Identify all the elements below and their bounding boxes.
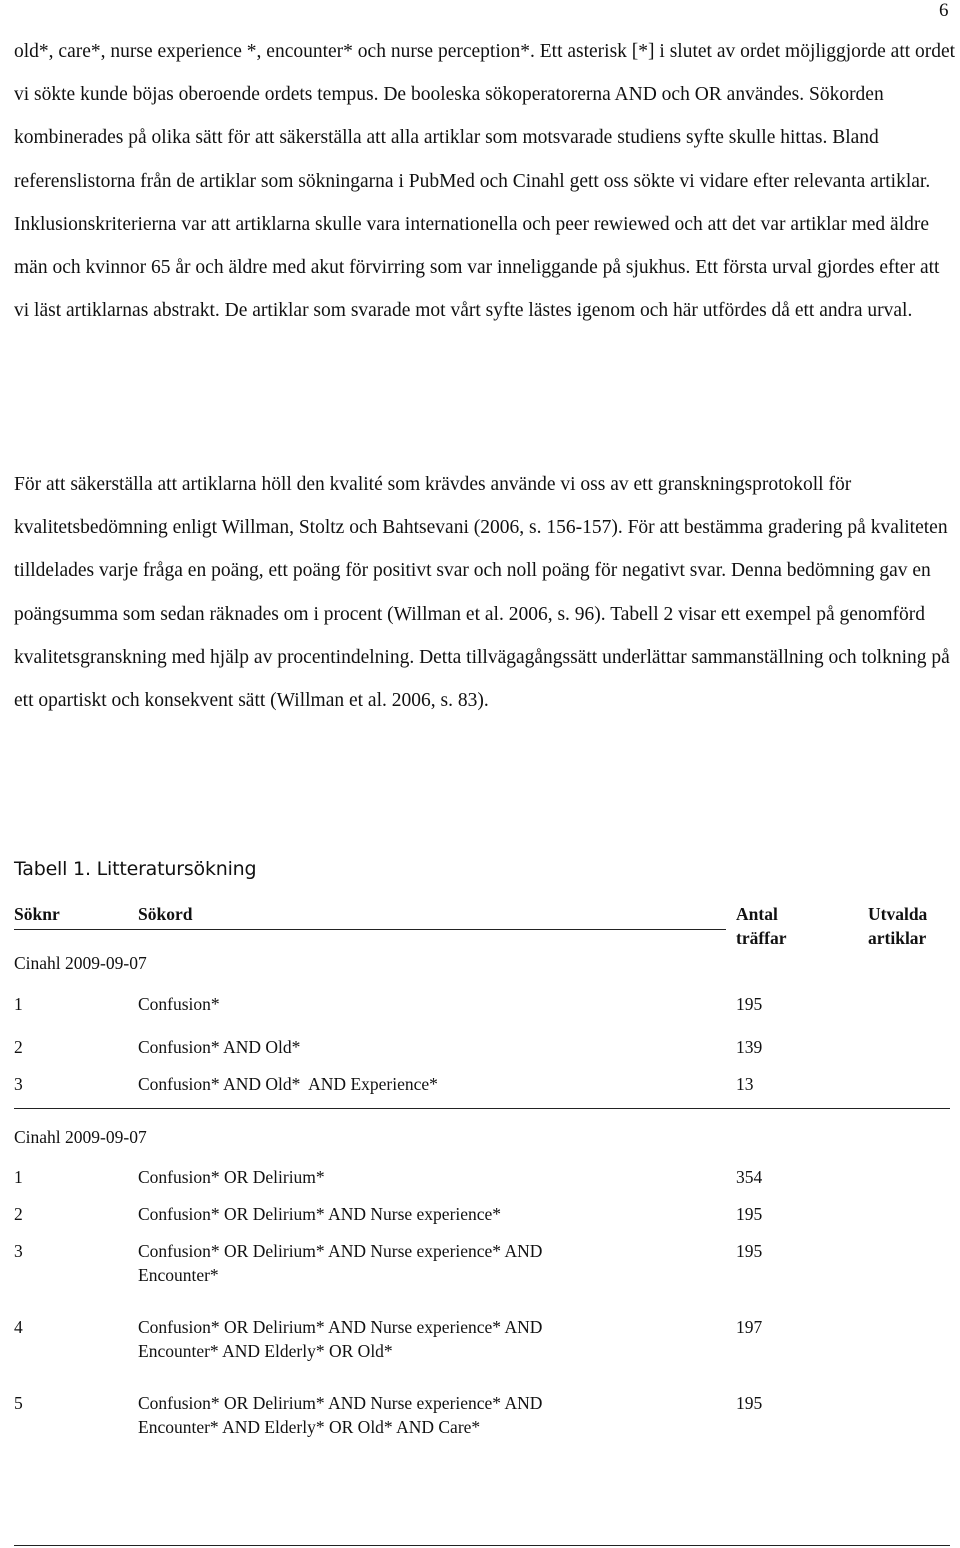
search-terms: Confusion* OR Delirium*: [138, 1167, 325, 1187]
search-terms-continued: Encounter* AND Elderly* OR Old* AND Care*: [138, 1417, 481, 1437]
body-paragraph-search-method: old*, care*, nurse experience *, encounter* och nurse perception*. Ett asterisk [*] i slutet av ordet möjliggjorde att ordet vi sökte kunde böjas oberoende ordets tempus. De booleska sökoperatorerna AND och OR användes. Sökorden kombinerades på olika sätt för att säkerställa att alla artiklar som motsvarade studiens syfte skulle hittas. Bland referenslistorna från de artiklar som sökningarna i PubMed och Cinahl gett oss sökte vi vidare efter relevanta artiklar. Inklusionskriterierna var att artiklarna skulle vara internationella och peer rewiewed och att det var artiklar med äldre män och kvinnor 65 år och äldre med akut förvirring som var inneliggande på sjukhus. Ett första urval gjordes efter att vi läst artiklarnas abstrakt. De artiklar som svarade mot vårt syfte lästes igenom och här utfördes då ett andra urval.: [14, 41, 956, 322]
search-terms-continued: Encounter* AND Elderly* OR Old*: [138, 1341, 393, 1361]
hit-count: 13: [736, 1074, 754, 1094]
search-terms: Confusion* AND Old* AND Experience*: [138, 1074, 438, 1094]
hit-count: 195: [736, 1241, 763, 1261]
search-terms: Confusion*: [138, 994, 220, 1014]
search-number: 2: [14, 1204, 23, 1224]
hit-count: 197: [736, 1317, 763, 1337]
group-divider: [14, 1108, 950, 1109]
table-bottom-rule: [14, 1545, 950, 1546]
search-number: 3: [14, 1074, 23, 1094]
search-number: 3: [14, 1241, 23, 1261]
header-search-terms: Sökord: [138, 904, 193, 924]
database-label: Cinahl 2009-09-07: [14, 953, 147, 973]
body-paragraph-quality-review: För att säkerställa att artiklarna höll den kvalité som krävdes använde vi oss av ett granskningsprotokoll för kvalitetsbedömning enligt Willman, Stoltz och Bahtsevani (2006, s. 156-157). För att bestämma gradering på kvaliteten tilldelades varje fråga en poäng, ett poäng för positivt svar och noll poäng för negativt svar. Denna bedömning gav en poängsumma som sedan räknades om i procent (Willman et al. 2006, s. 96). Tabell 2 visar ett exempel på genomförd kvalitetsgranskning med hjälp av procentindelning. Detta tillvägagångssätt underlättar sammanställning och tolkning på ett opartiskt och konsekvent sätt (Willman et al. 2006, s. 83).: [14, 474, 950, 712]
search-number: 1: [14, 994, 23, 1014]
hit-count: 354: [736, 1167, 763, 1187]
database-label: Cinahl 2009-09-07: [14, 1127, 147, 1147]
hit-count: 139: [736, 1037, 763, 1057]
hit-count: 195: [736, 1393, 763, 1413]
header-hits-line2: träffar: [736, 928, 787, 948]
header-search-number: Söknr: [14, 904, 60, 924]
search-terms: Confusion* OR Delirium* AND Nurse experience* AND: [138, 1241, 543, 1261]
search-terms: Confusion* OR Delirium* AND Nurse experience* AND: [138, 1317, 543, 1337]
search-terms: Confusion* OR Delirium* AND Nurse experience*: [138, 1204, 502, 1224]
header-rule: [14, 929, 726, 930]
search-terms-continued: Encounter*: [138, 1265, 219, 1285]
search-number: 4: [14, 1317, 23, 1337]
header-selected-line2: artiklar: [868, 928, 927, 948]
search-number: 2: [14, 1037, 23, 1057]
hit-count: 195: [736, 1204, 763, 1224]
page-number: 6: [939, 0, 949, 21]
header-hits: Antal: [736, 904, 778, 924]
header-selected: Utvalda: [868, 904, 928, 924]
search-terms: Confusion* OR Delirium* AND Nurse experience* AND: [138, 1393, 543, 1413]
table-caption: Tabell 1. Litteratursökning: [14, 858, 257, 880]
hit-count: 195: [736, 994, 763, 1014]
search-number: 1: [14, 1167, 23, 1187]
search-terms: Confusion* AND Old*: [138, 1037, 301, 1057]
search-number: 5: [14, 1393, 23, 1413]
